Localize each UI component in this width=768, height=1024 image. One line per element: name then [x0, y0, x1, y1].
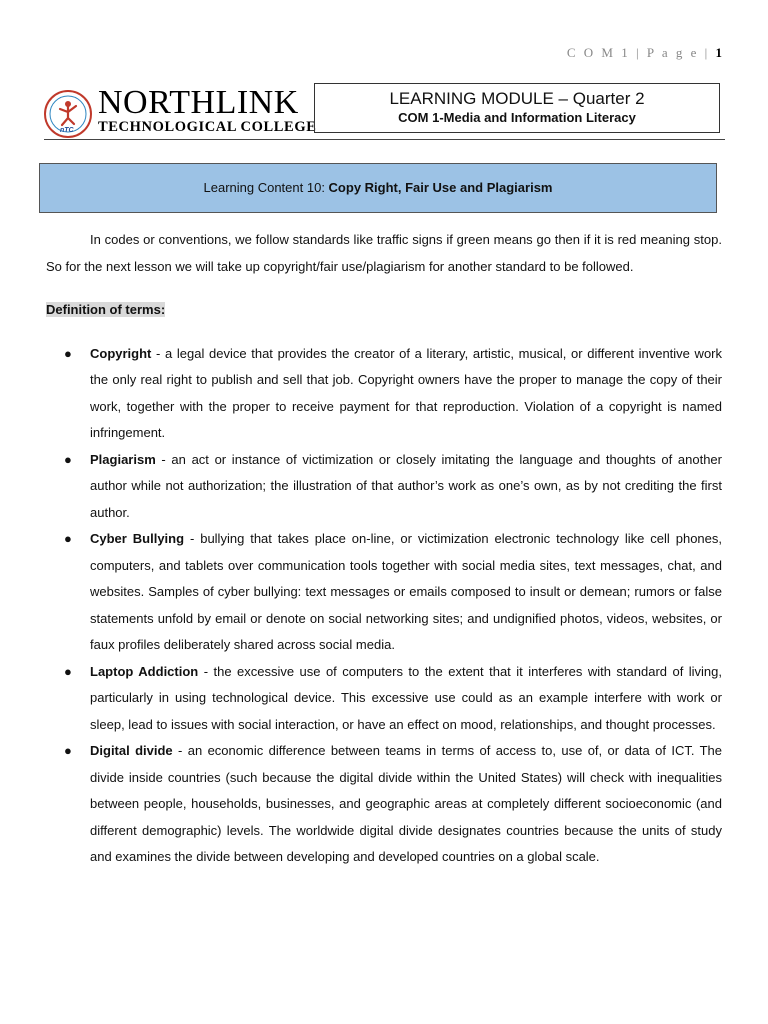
term-definition: - bullying that takes place on-line, or victimization electronic technology like cell phones, computers, and tablets over communication tools together with social media sites, text messages, chat, and websites. Samples of cyber bullying: text messages or emails composed to insult or demean; rumors or false statements unfold by email or denote on social networking sites; and undignified photos, videos, websites, or faux profiles deliberately shared across social media. — [90, 531, 722, 652]
list-item — [46, 659, 722, 739]
list-item — [46, 447, 722, 527]
list-item — [46, 526, 722, 659]
intro-paragraph: In codes or conventions, we follow standards like traffic signs if green means go then if it is red meaning stop. So for the next lesson we will take up copyright/fair use/plagiarism for another standard to be followed. — [46, 232, 722, 274]
learning-content-banner — [39, 163, 717, 213]
college-logo — [44, 84, 317, 142]
learning-content-title: Copy Right, Fair Use and Plagiarism — [328, 180, 553, 195]
college-name: NORTHLINK — [98, 84, 299, 121]
definition-heading: Definition of terms: — [46, 302, 166, 317]
term-name: Plagiarism — [90, 451, 156, 467]
page-number: 1 — [715, 45, 722, 60]
term-name: Digital divide — [90, 743, 173, 758]
header-divider — [44, 139, 725, 140]
term-definition: - an act or instance of victimization or closely imitating the language and thoughts of another author while not authorization; the illustration of that author’s work as one’s own, as by not crediting the first author. — [90, 451, 722, 520]
list-item — [46, 341, 722, 447]
module-title-box — [314, 83, 720, 133]
term-definition: - a legal device that provides the creator of a literary, artistic, musical, or different inventive work the only real right to publish and sell that job. Copyright owners have the proper to manage the copy of their work, together with the proper to receive payment for that reproduction. Violation of a copyright is named infringement. — [90, 345, 722, 440]
module-body — [46, 227, 722, 871]
term-name: Copyright — [90, 345, 152, 361]
bullet-icon: ● — [64, 531, 72, 546]
bullet-icon: ● — [64, 451, 72, 467]
page-header — [567, 45, 722, 61]
bullet-icon: ● — [64, 345, 72, 361]
bullet-icon: ● — [64, 743, 72, 758]
term-name: Laptop Addiction — [90, 663, 199, 679]
terms-list — [46, 341, 722, 871]
term-name: Cyber Bullying — [90, 531, 185, 546]
college-subtitle: TECHNOLOGICAL COLLEGE — [98, 119, 317, 135]
bullet-icon: ● — [64, 663, 72, 679]
learning-content-prefix: Learning Content 10: — [203, 180, 329, 195]
college-emblem-icon — [44, 90, 92, 138]
list-item — [46, 738, 722, 871]
module-subtitle: COM 1-Media and Information Literacy — [398, 110, 636, 125]
term-definition: - an economic difference between teams in terms of access to, use of, or data of ICT. The divide inside countries (such because the digital divide within the United States) will check with inequalities between people, households, businesses, and geographic areas at completely different socioeconomic (and different demographic) levels. The worldwide digital divide designates countries because the units of study and examines the divide between developing and developed countries on a global scale. — [90, 743, 722, 864]
module-title: LEARNING MODULE – Quarter 2 — [389, 89, 645, 108]
page-label: C O M 1 | P a g e | — [566, 45, 710, 60]
svg-text:nTC: nTC — [60, 127, 74, 134]
term-definition: - the excessive use of computers to the extent that it interferes with standard of living, particularly in using technological device. This excessive use could as an example interfere with work or sleep, lead to issues with social interaction, or have an effect on mood, relationships, and thought processes. — [90, 663, 722, 732]
